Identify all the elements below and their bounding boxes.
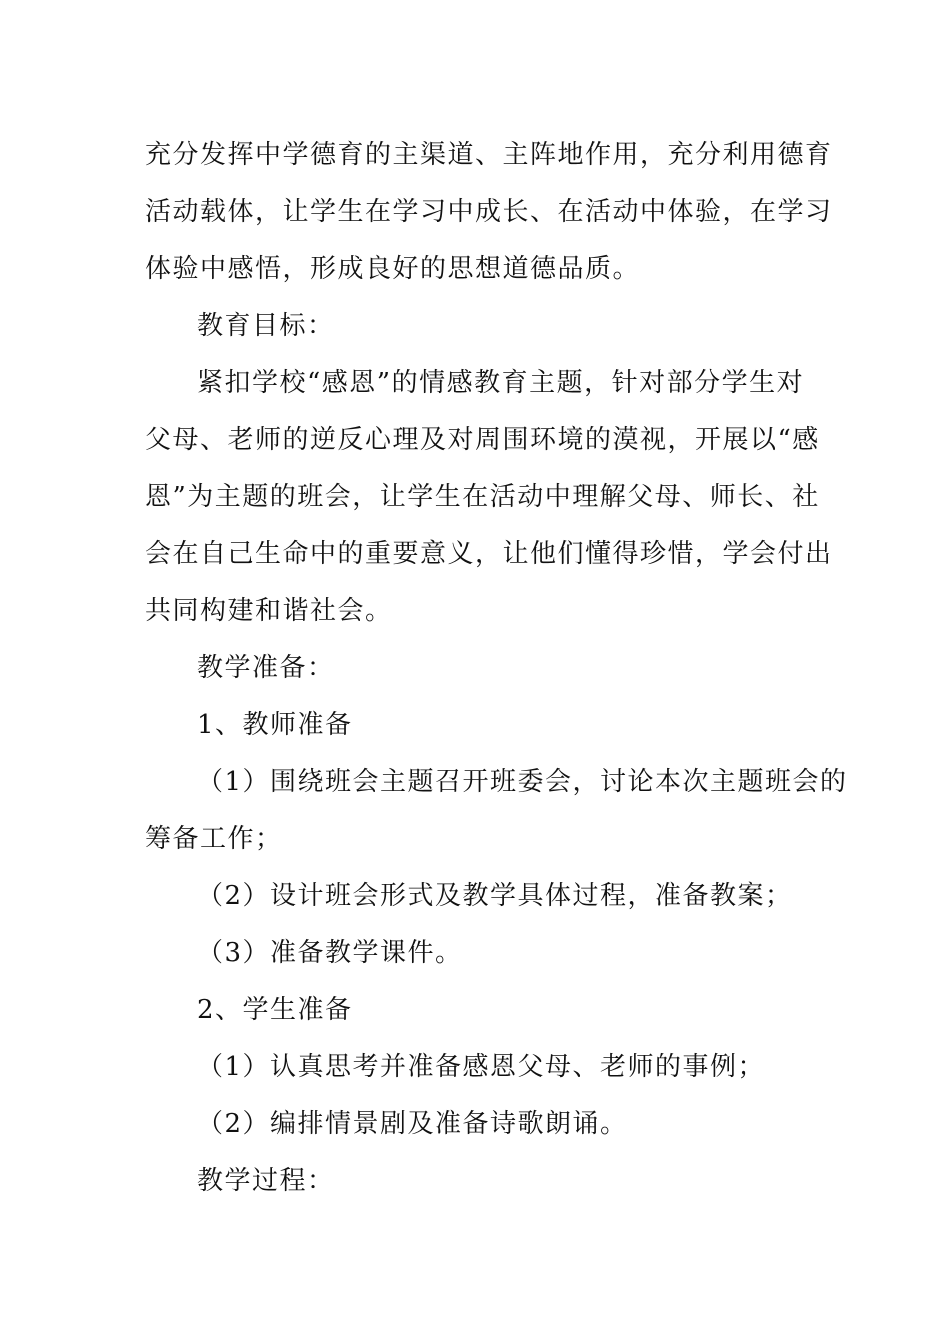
paragraph-line: 恩”为主题的班会，让学生在活动中理解父母、师长、社 — [145, 482, 820, 512]
list-item: （3）准备教学课件。 — [197, 938, 463, 968]
list-item: （2）编排情景剧及准备诗歌朗诵。 — [197, 1109, 628, 1139]
paragraph-line: 充分发挥中学德育的主渠道、主阵地作用，充分利用德育 — [145, 140, 833, 170]
list-item: （2）设计班会形式及教学具体过程，准备教案； — [197, 881, 793, 911]
list-item-student-prep: 2、学生准备 — [197, 995, 353, 1025]
list-item: （1）围绕班会主题召开班委会，讨论本次主题班会的 — [197, 767, 848, 797]
paragraph-line: 会在自己生命中的重要意义，让他们懂得珍惜，学会付出 — [145, 539, 833, 569]
list-item: （1）认真思考并准备感恩父母、老师的事例； — [197, 1052, 766, 1082]
section-heading-education-goal: 教育目标： — [197, 311, 335, 341]
paragraph-line: 共同构建和谐社会。 — [145, 596, 393, 626]
paragraph-line: 活动载体，让学生在学习中成长、在活动中体验，在学习 — [145, 197, 833, 227]
paragraph-line: 体验中感悟，形成良好的思想道德品质。 — [145, 254, 641, 284]
paragraph-line: 紧扣学校“感恩”的情感教育主题，针对部分学生对 — [197, 368, 805, 398]
list-item-continuation: 筹备工作； — [145, 824, 283, 854]
paragraph-line: 父母、老师的逆反心理及对周围环境的漠视，开展以“感 — [145, 425, 820, 455]
section-heading-teaching-prep: 教学准备： — [197, 653, 335, 683]
section-heading-teaching-process: 教学过程： — [197, 1166, 335, 1196]
list-item-teacher-prep: 1、教师准备 — [197, 710, 353, 740]
